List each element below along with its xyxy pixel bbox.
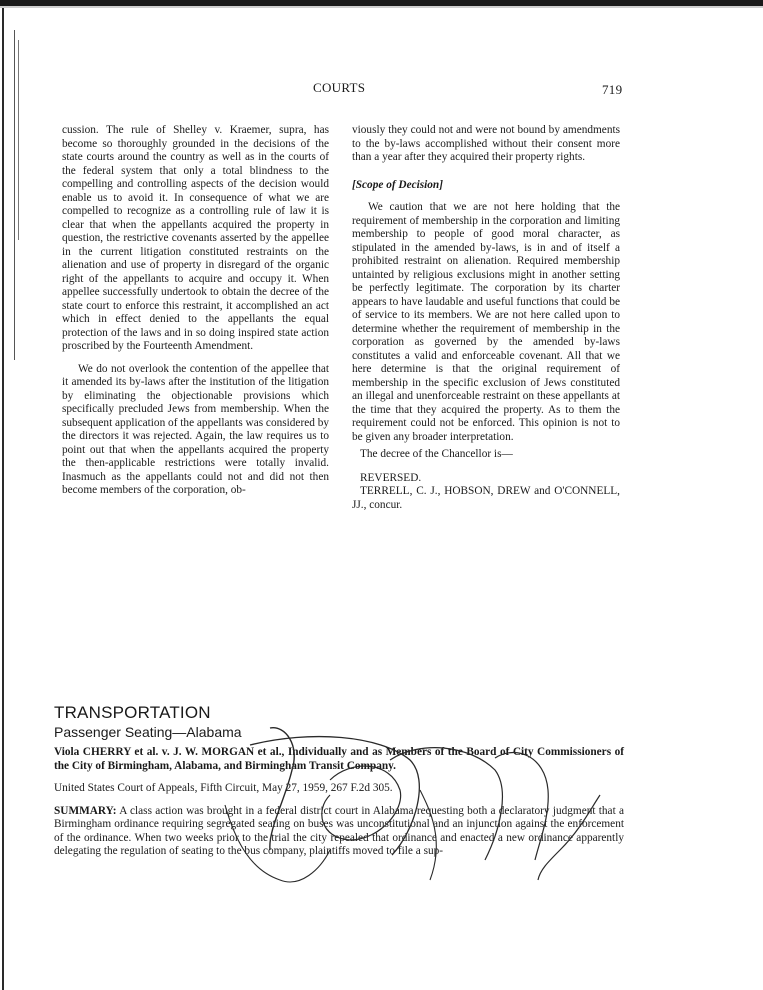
left-paragraph-2: We do not overlook the contention of the appellee that it amended its by-laws after the institution of the litigation by eliminating the objectionable provisions which specifically precluded Jews from membership. When the subsequent application of the appellants was considered by the directors it was rejected. Again, the law requires us to point out that when the appellants acquired the property the then-applicable restrictions were totally invalid. Inasmuch as the appellants could not and did not then become members of the corporation, ob- [62, 362, 329, 496]
transportation-section [54, 703, 624, 859]
left-paragraph-1: cussion. The rule of Shelley v. Kraemer, supra, has become so thoroughly grounded in the decisions of the state courts around the country as well as in the courts of the federal system that only a total blindness to the compelling and controlling aspects of the decision would enable us to avoid it. In consequence of what we are compelled to recognize as a controlling rule of law it is clear that when the appellants acquired the property in question, the restrictive covenants asserted by the appellee in the current litigation constituted restraints on the alienation and use of property in disregard of the organic right of the appellants to acquire and occupy it. When appellee successfully undertook to obtain the decree of the state court to enforce this restraint, it accomplished an act which in effect denied to the appellants the equal protection of the laws and in so doing inspired state action proscribed by the Fourteenth Amendment. [62, 124, 329, 352]
running-head-title: COURTS [313, 80, 366, 95]
running-head [0, 80, 763, 98]
case-caption [54, 746, 624, 773]
scan-top-shadow [0, 6, 763, 8]
decree-line: The decree of the Chancellor is— [360, 448, 513, 460]
summary-text: A class action was brought in a federal district court in Alabama requesting both a declaratory judgment that a Birmingham ordinance requiring segregated seating on buses was unconstitutional and an injunction against the enforcement of the ordinance. When two weeks prior to the trial the city repealed that ordinance and enacted a new ordinance apparently delegating the regulation of seating to the bus company, plaintiffs moved to file a sup- [54, 804, 624, 857]
case-caption-text: Viola CHERRY et al. v. J. W. MORGAN et al., Individually and as Members of the Board of City Commissioners of the City of Birmingham, Alabama, and Birmingham Transit Company. [54, 746, 624, 772]
concurrence: TERRELL, C. J., HOBSON, DREW and O'CONNELL, JJ., concur. [352, 485, 620, 511]
section-topic: TRANSPORTATION [54, 703, 211, 722]
summary-lead: SUMMARY: [54, 804, 117, 817]
disposition: REVERSED. [360, 471, 422, 484]
right-paragraph-2: We caution that we are not here holding that the requirement of membership in the corporation and limiting membership to people of good moral character, as stipulated in the amended by-laws, is in and of itself a prohibited restraint on alienation. Required membership untainted by religious exclusions might in another setting be perfectly legitimate. The corporation by its charter appears to have laudable and useful functions that could be of service to its members. We are not here called upon to determine whether the requirement of membership in the corporation as governed by the amended by-laws constitutes a valid and enforceable covenant. All that we here determine is that the original requirement of membership in the specific exclusion of Jews constituted an illegal and unenforceable restraint on these appellants at the time that they acquired the property. As to them the requirement could not be enforced. This opinion is not to be given any broader interpretation. [352, 201, 620, 443]
case-summary [54, 805, 624, 859]
scan-left-edge [2, 8, 4, 990]
left-column [62, 124, 329, 498]
case-citation: United States Court of Appeals, Fifth Circuit, May 27, 1959, 267 F.2d 305. [54, 782, 393, 794]
section-subtopic: Passenger Seating—Alabama [54, 724, 242, 740]
right-column [352, 124, 620, 512]
scan-left-mark-secondary [18, 40, 19, 240]
right-paragraph-1: viously they could not and were not bound by amendments to the by-laws accomplished without their consent more than a year after they acquired their property rights. [352, 124, 620, 163]
page-number: 719 [602, 82, 623, 97]
scope-heading: [Scope of Decision] [352, 178, 443, 191]
